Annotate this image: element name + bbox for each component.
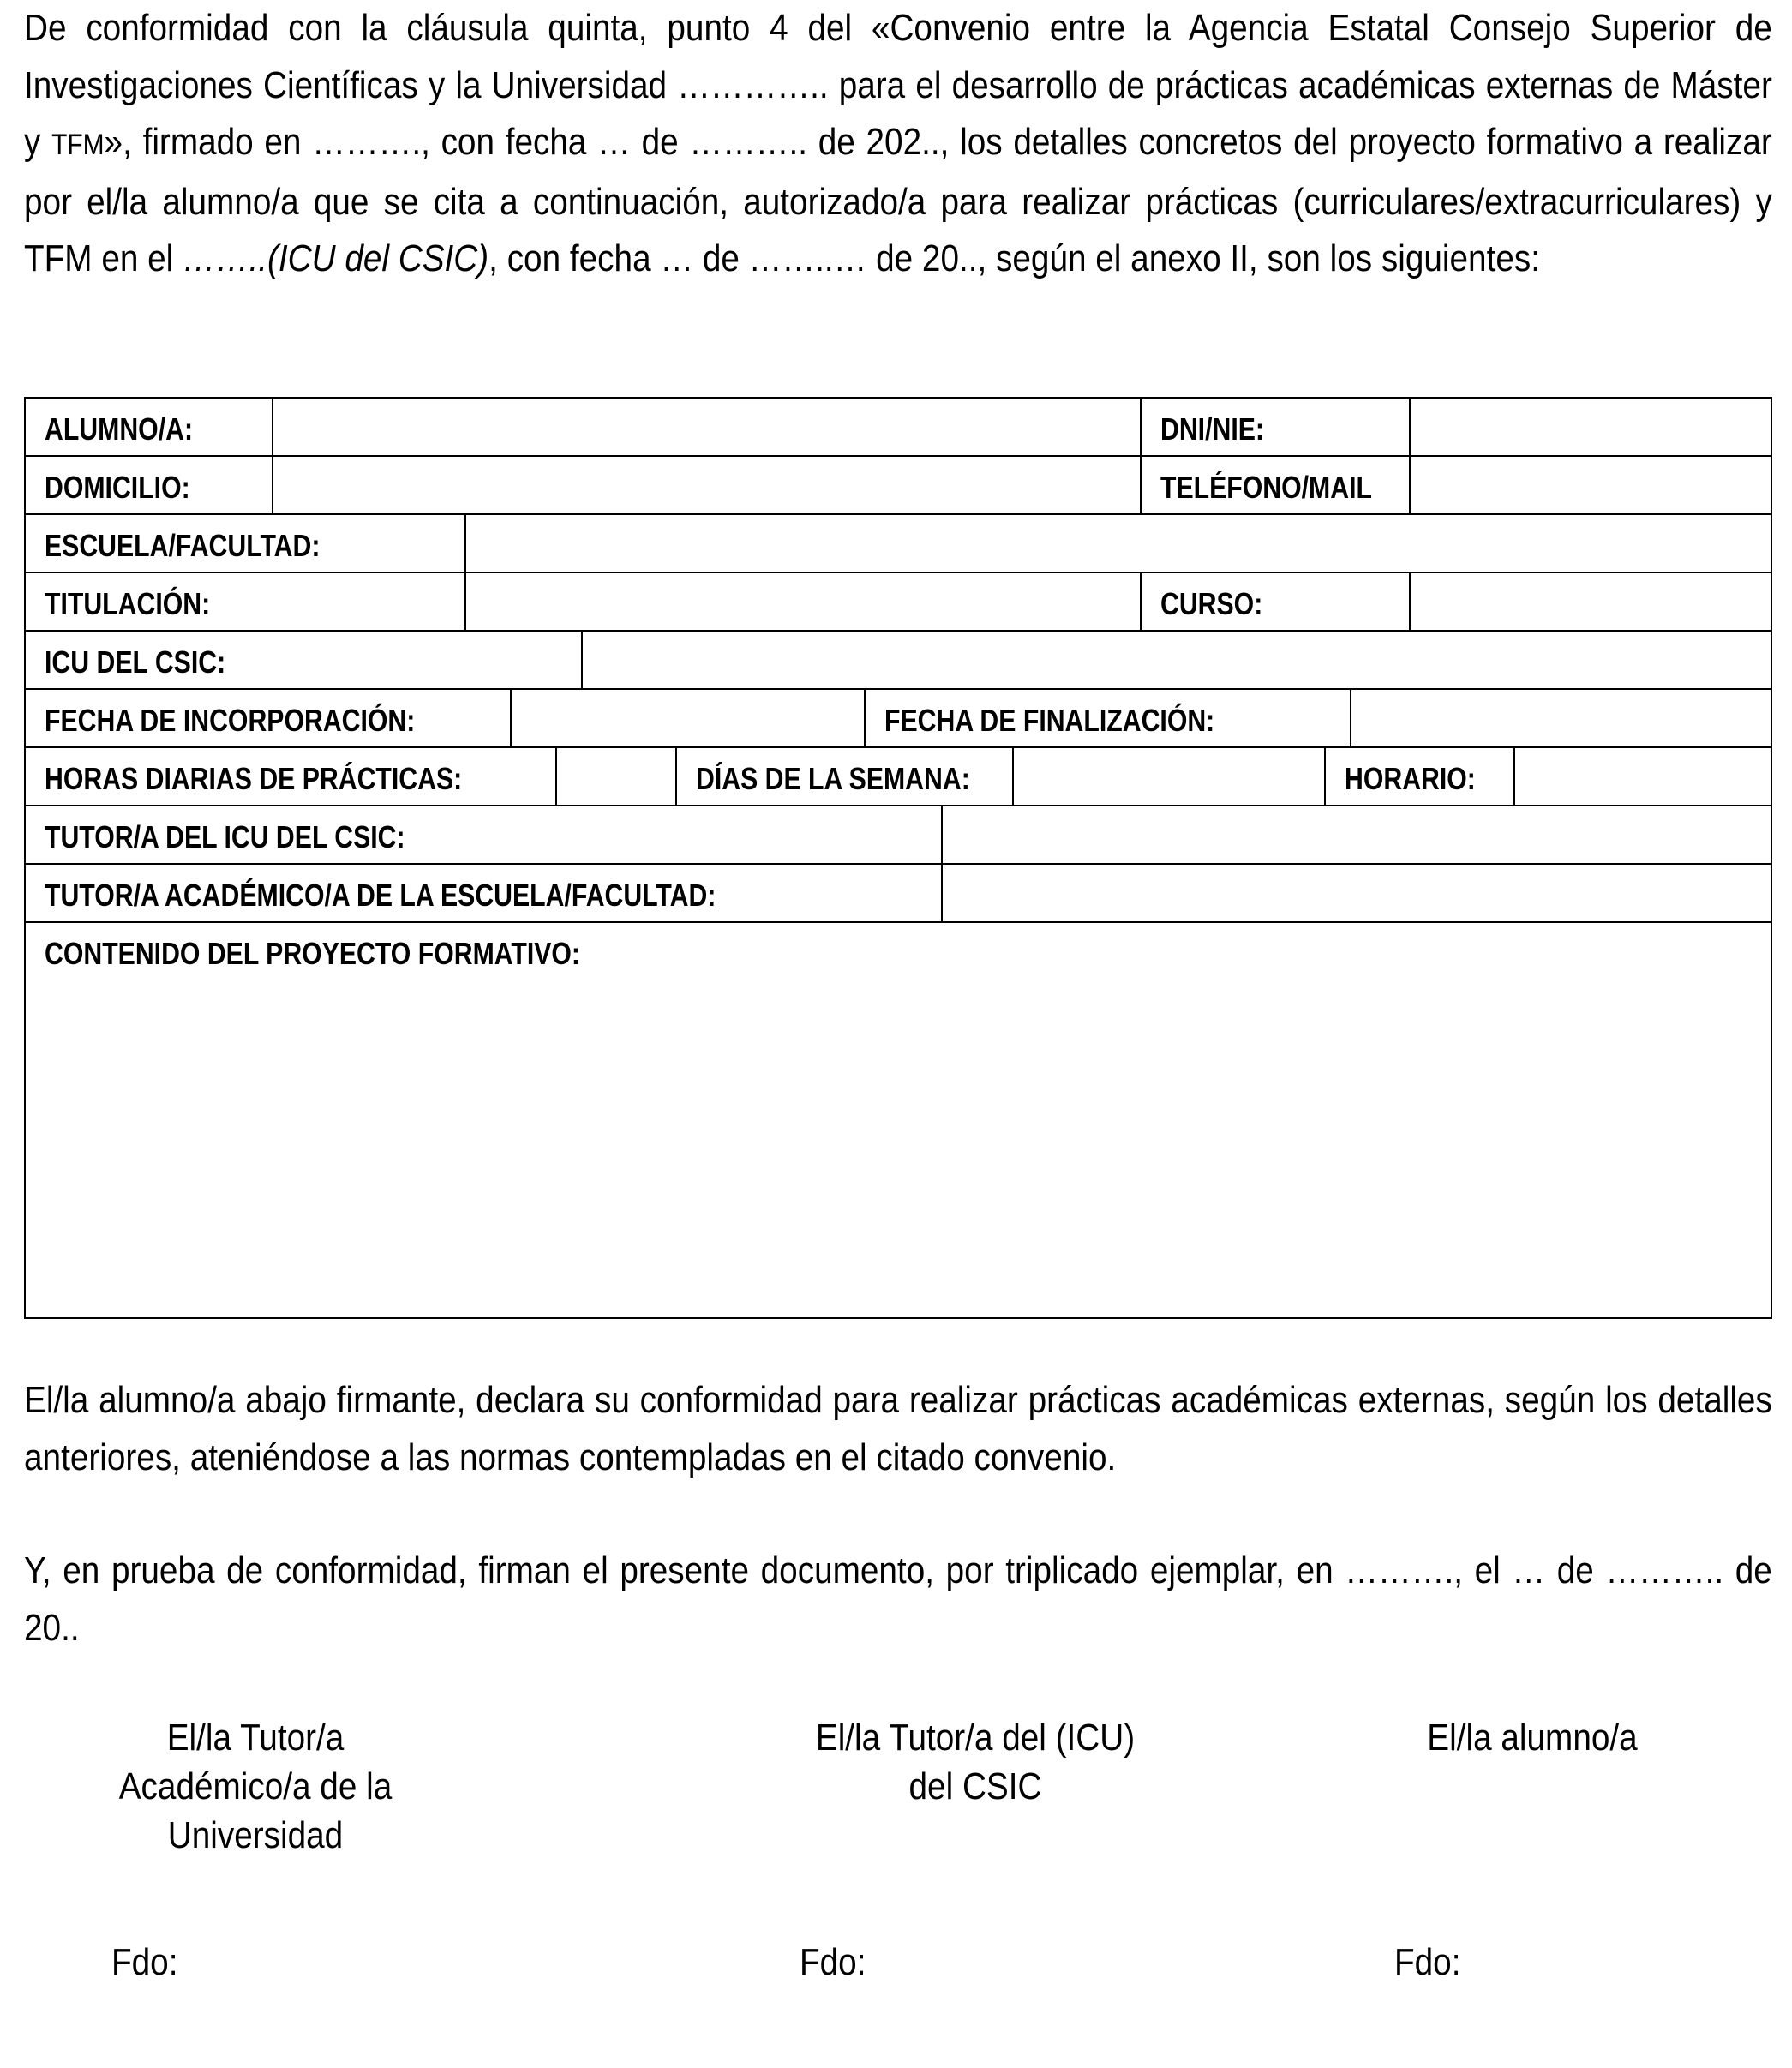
fdo-academic: Fdo: [111, 1941, 178, 1983]
field-dias[interactable] [1012, 748, 1324, 805]
label-cell-icu [26, 632, 581, 688]
label-horario: HORARIO: [1345, 761, 1476, 796]
label-fecha-finalizacion: FECHA DE FINALIZACIÓN: [884, 703, 1215, 738]
label-cell-alumno [26, 399, 272, 455]
label-cell-dni [1140, 399, 1409, 455]
label-alumno: ALUMNO/A: [45, 411, 194, 447]
intro-tfm: TFM [51, 129, 105, 161]
label-cell-fecha-finalizacion [864, 690, 1350, 746]
label-cell-domicilio [26, 457, 272, 513]
label-cell-escuela [26, 515, 464, 572]
signature-academic-line2: Universidad [167, 1814, 344, 1856]
label-cell-tutor-icu [26, 806, 941, 863]
label-cell-horario [1324, 748, 1513, 805]
label-tutor-icu: TUTOR/A DEL ICU DEL CSIC: [45, 819, 405, 854]
row-horas [26, 748, 1771, 806]
field-alumno[interactable] [272, 399, 1140, 455]
declaration-paragraph: El/la alumno/a abajo firmante, declara su conformidad para realizar prácticas académicas externas, según los detalles anteriores, ateniéndose a las normas contempladas en el citado convenio. [24, 1379, 1772, 1478]
signature-academic-line1: El/la Tutor/a Académico/a de la [118, 1717, 393, 1807]
field-tutor-academico[interactable] [941, 865, 1771, 921]
label-dias: DÍAS DE LA SEMANA: [696, 761, 970, 796]
field-telefono[interactable] [1409, 457, 1771, 513]
label-cell-horas [26, 748, 555, 805]
label-contenido: CONTENIDO DEL PROYECTO FORMATIVO: [45, 936, 580, 971]
field-dni[interactable] [1409, 399, 1771, 455]
label-cell-tutor-academico [26, 865, 941, 921]
field-curso[interactable] [1409, 573, 1771, 630]
label-tutor-academico: TUTOR/A ACADÉMICO/A DE LA ESCUELA/FACULTAD: [45, 878, 716, 913]
row-titulacion [26, 573, 1771, 632]
label-cell-dias [675, 748, 1012, 805]
signature-academic-tutor [82, 1713, 429, 1860]
field-horas[interactable] [555, 748, 675, 805]
label-cell-fecha-incorporacion [26, 690, 510, 746]
intro-text-1: De conformidad con la cláusula quinta, punto 4 del «Convenio entre la Agencia Estatal Consejo Superior de Investigaciones Científicas y la Universidad ………….. para el desarrollo de prácticas académicas externas de Máster y [24, 7, 1772, 163]
signature-icu-line1: El/la Tutor/a del (ICU) [815, 1717, 1136, 1759]
row-icu [26, 632, 1771, 690]
field-horario[interactable] [1513, 748, 1771, 805]
row-escuela [26, 515, 1771, 573]
fdo-icu: Fdo: [800, 1941, 866, 1983]
label-domicilio: DOMICILIO: [45, 470, 190, 505]
project-form-table [24, 397, 1772, 1319]
label-cell-titulacion [26, 573, 464, 630]
field-titulacion[interactable] [464, 573, 1140, 630]
row-alumno [26, 399, 1771, 457]
signature-student [1381, 1713, 1683, 1762]
field-contenido[interactable] [26, 923, 1771, 1317]
row-contenido [26, 923, 1771, 1317]
field-icu[interactable] [581, 632, 1771, 688]
field-escuela[interactable] [464, 515, 1771, 572]
field-tutor-icu[interactable] [941, 806, 1771, 863]
label-horas: HORAS DIARIAS DE PRÁCTICAS: [45, 761, 463, 796]
intro-text-4: , con fecha … de ……..… de 20.., según el anexo II, son los siguientes: [488, 237, 1541, 279]
fdo-student: Fdo: [1394, 1941, 1461, 1983]
document [24, 0, 1772, 1983]
row-fechas [26, 690, 1771, 748]
field-domicilio[interactable] [272, 457, 1140, 513]
label-fecha-incorporacion: FECHA DE INCORPORACIÓN: [45, 703, 416, 738]
label-dni: DNI/NIE: [1160, 411, 1264, 447]
signature-icu-line2: del CSIC [908, 1765, 1042, 1807]
label-cell-curso [1140, 573, 1409, 630]
field-fecha-finalizacion[interactable] [1350, 690, 1771, 746]
intro-text-3: , firmado en ………., con fecha … de ……….. de 202.., los detalles concretos del proyecto formativo a realizar por el/la alumno/a que se cita a continuación, autorizado/a para realizar prácticas (curriculares/extracurriculares) y TFM en el [24, 121, 1772, 279]
field-fecha-incorporacion[interactable] [510, 690, 864, 746]
intro-paragraph [24, 0, 1772, 288]
label-titulacion: TITULACIÓN: [45, 586, 211, 621]
label-cell-telefono [1140, 457, 1409, 513]
row-tutor-academico [26, 865, 1771, 923]
label-icu: ICU DEL CSIC: [45, 644, 226, 680]
row-tutor-icu [26, 806, 1771, 865]
signature-student-line1: El/la alumno/a [1427, 1717, 1638, 1759]
label-telefono: TELÉFONO/MAIL [1160, 470, 1372, 505]
label-escuela: ESCUELA/FACULTAD: [45, 528, 321, 563]
signature-icu-tutor [787, 1713, 1164, 1811]
proof-paragraph: Y, en prueba de conformidad, firman el presente documento, por triplicado ejemplar, en ………., el … de ……….. de 20.. [24, 1550, 1772, 1649]
label-curso: CURSO: [1160, 586, 1263, 621]
row-domicilio [26, 457, 1771, 515]
intro-italic: ……..(ICU del CSIC) [183, 237, 489, 279]
intro-text-2: » [104, 121, 123, 163]
